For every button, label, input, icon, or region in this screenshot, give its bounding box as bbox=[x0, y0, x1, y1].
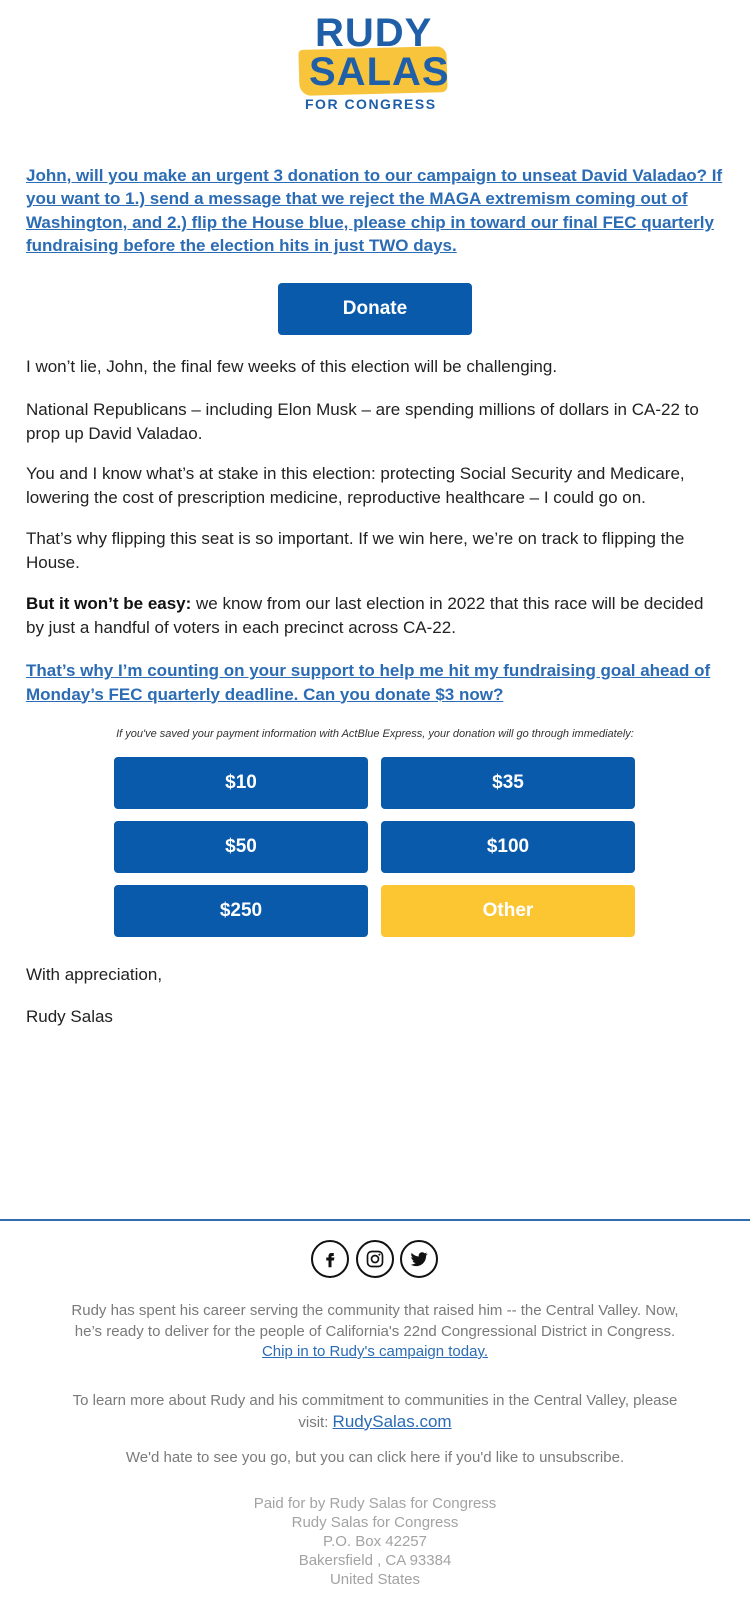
address-line: Bakersfield , CA 93384 bbox=[298, 1552, 452, 1569]
footer-learn-text: To learn more about Rudy and his commitment to communities in the Central Valley, please visit: bbox=[72, 1392, 678, 1431]
logo-line-1: RUDY bbox=[315, 11, 433, 55]
logo-line-3: FOR CONGRESS bbox=[305, 96, 437, 112]
donate-250-button[interactable]: $250 bbox=[114, 885, 368, 937]
footer-divider bbox=[0, 1219, 750, 1221]
signature-name: Rudy Salas bbox=[26, 1007, 113, 1026]
instagram-icon[interactable] bbox=[356, 1240, 394, 1278]
unsubscribe-link[interactable]: We'd hate to see you go, but you can click here if you'd like to unsubscribe. bbox=[125, 1449, 625, 1466]
website-link[interactable]: RudySalas.com bbox=[332, 1411, 452, 1431]
campaign-logo bbox=[295, 10, 455, 110]
address-line: United States bbox=[329, 1571, 421, 1588]
body-paragraph-4: That’s why flipping this seat is so important. If we win here, we’re on track to flipping the House. bbox=[26, 529, 685, 572]
donate-button[interactable]: Donate bbox=[278, 283, 472, 335]
actblue-express-note: If you've saved your payment information with ActBlue Express, your donation will go through immediately: bbox=[116, 728, 634, 740]
body-paragraph-5 bbox=[26, 592, 726, 639]
signoff: With appreciation, bbox=[26, 965, 163, 984]
footer-learn-more bbox=[70, 1391, 680, 1433]
facebook-icon[interactable] bbox=[311, 1240, 349, 1278]
emphasis-text: But it won’t be easy: bbox=[26, 594, 192, 613]
lead-donation-link[interactable]: John, will you make an urgent 3 donation to our campaign to unseat David Valadao? If you want to 1.) send a message that we reject the MAGA extremism coming out of Washington, and 2.) flip the House blue, please chip in toward our final FEC quarterly fundraising before the election hits in just TWO days. bbox=[26, 166, 723, 255]
body-paragraph-1: I won’t lie, John, the final few weeks of this election will be challenging. bbox=[26, 357, 558, 376]
chip-in-link[interactable]: Chip in to Rudy's campaign today. bbox=[261, 1343, 489, 1360]
logo-line-2: SALAS bbox=[309, 50, 450, 94]
donate-100-button[interactable]: $100 bbox=[381, 821, 635, 873]
donate-35-button[interactable]: $35 bbox=[381, 757, 635, 809]
donate-10-button[interactable]: $10 bbox=[114, 757, 368, 809]
address-line: Paid for by Rudy Salas for Congress bbox=[253, 1495, 497, 1512]
donate-50-button[interactable]: $50 bbox=[114, 821, 368, 873]
paragraph-5-rest: we know from our last election in 2022 that this race will be decided by just a handful of voters in each precinct across CA-22. bbox=[26, 594, 704, 637]
body-paragraph-3: You and I know what’s at stake in this election: protecting Social Security and Medicare, lowering the cost of prescription medicine, reproductive healthcare – I could go on. bbox=[26, 464, 685, 507]
address-line: Rudy Salas for Congress bbox=[291, 1514, 459, 1531]
twitter-icon[interactable] bbox=[400, 1240, 438, 1278]
donate-other-button[interactable]: Other bbox=[381, 885, 635, 937]
footer-bio-text: Rudy has spent his career serving the community that raised him -- the Central Valley. Now, he’s ready to deliver for the people of California's 22nd Congressional District in Congress. bbox=[71, 1302, 679, 1340]
body-paragraph-2: National Republicans – including Elon Musk – are spending millions of dollars in CA-22 to prop up David Valadao. bbox=[26, 400, 699, 443]
paid-for-address bbox=[0, 1494, 750, 1589]
address-line: P.O. Box 42257 bbox=[323, 1533, 427, 1550]
footer-bio bbox=[70, 1301, 680, 1363]
cta-donate-link[interactable]: That’s why I’m counting on your support to help me hit my fundraising goal ahead of Monday’s FEC quarterly deadline. Can you donate $3 now? bbox=[26, 661, 711, 704]
